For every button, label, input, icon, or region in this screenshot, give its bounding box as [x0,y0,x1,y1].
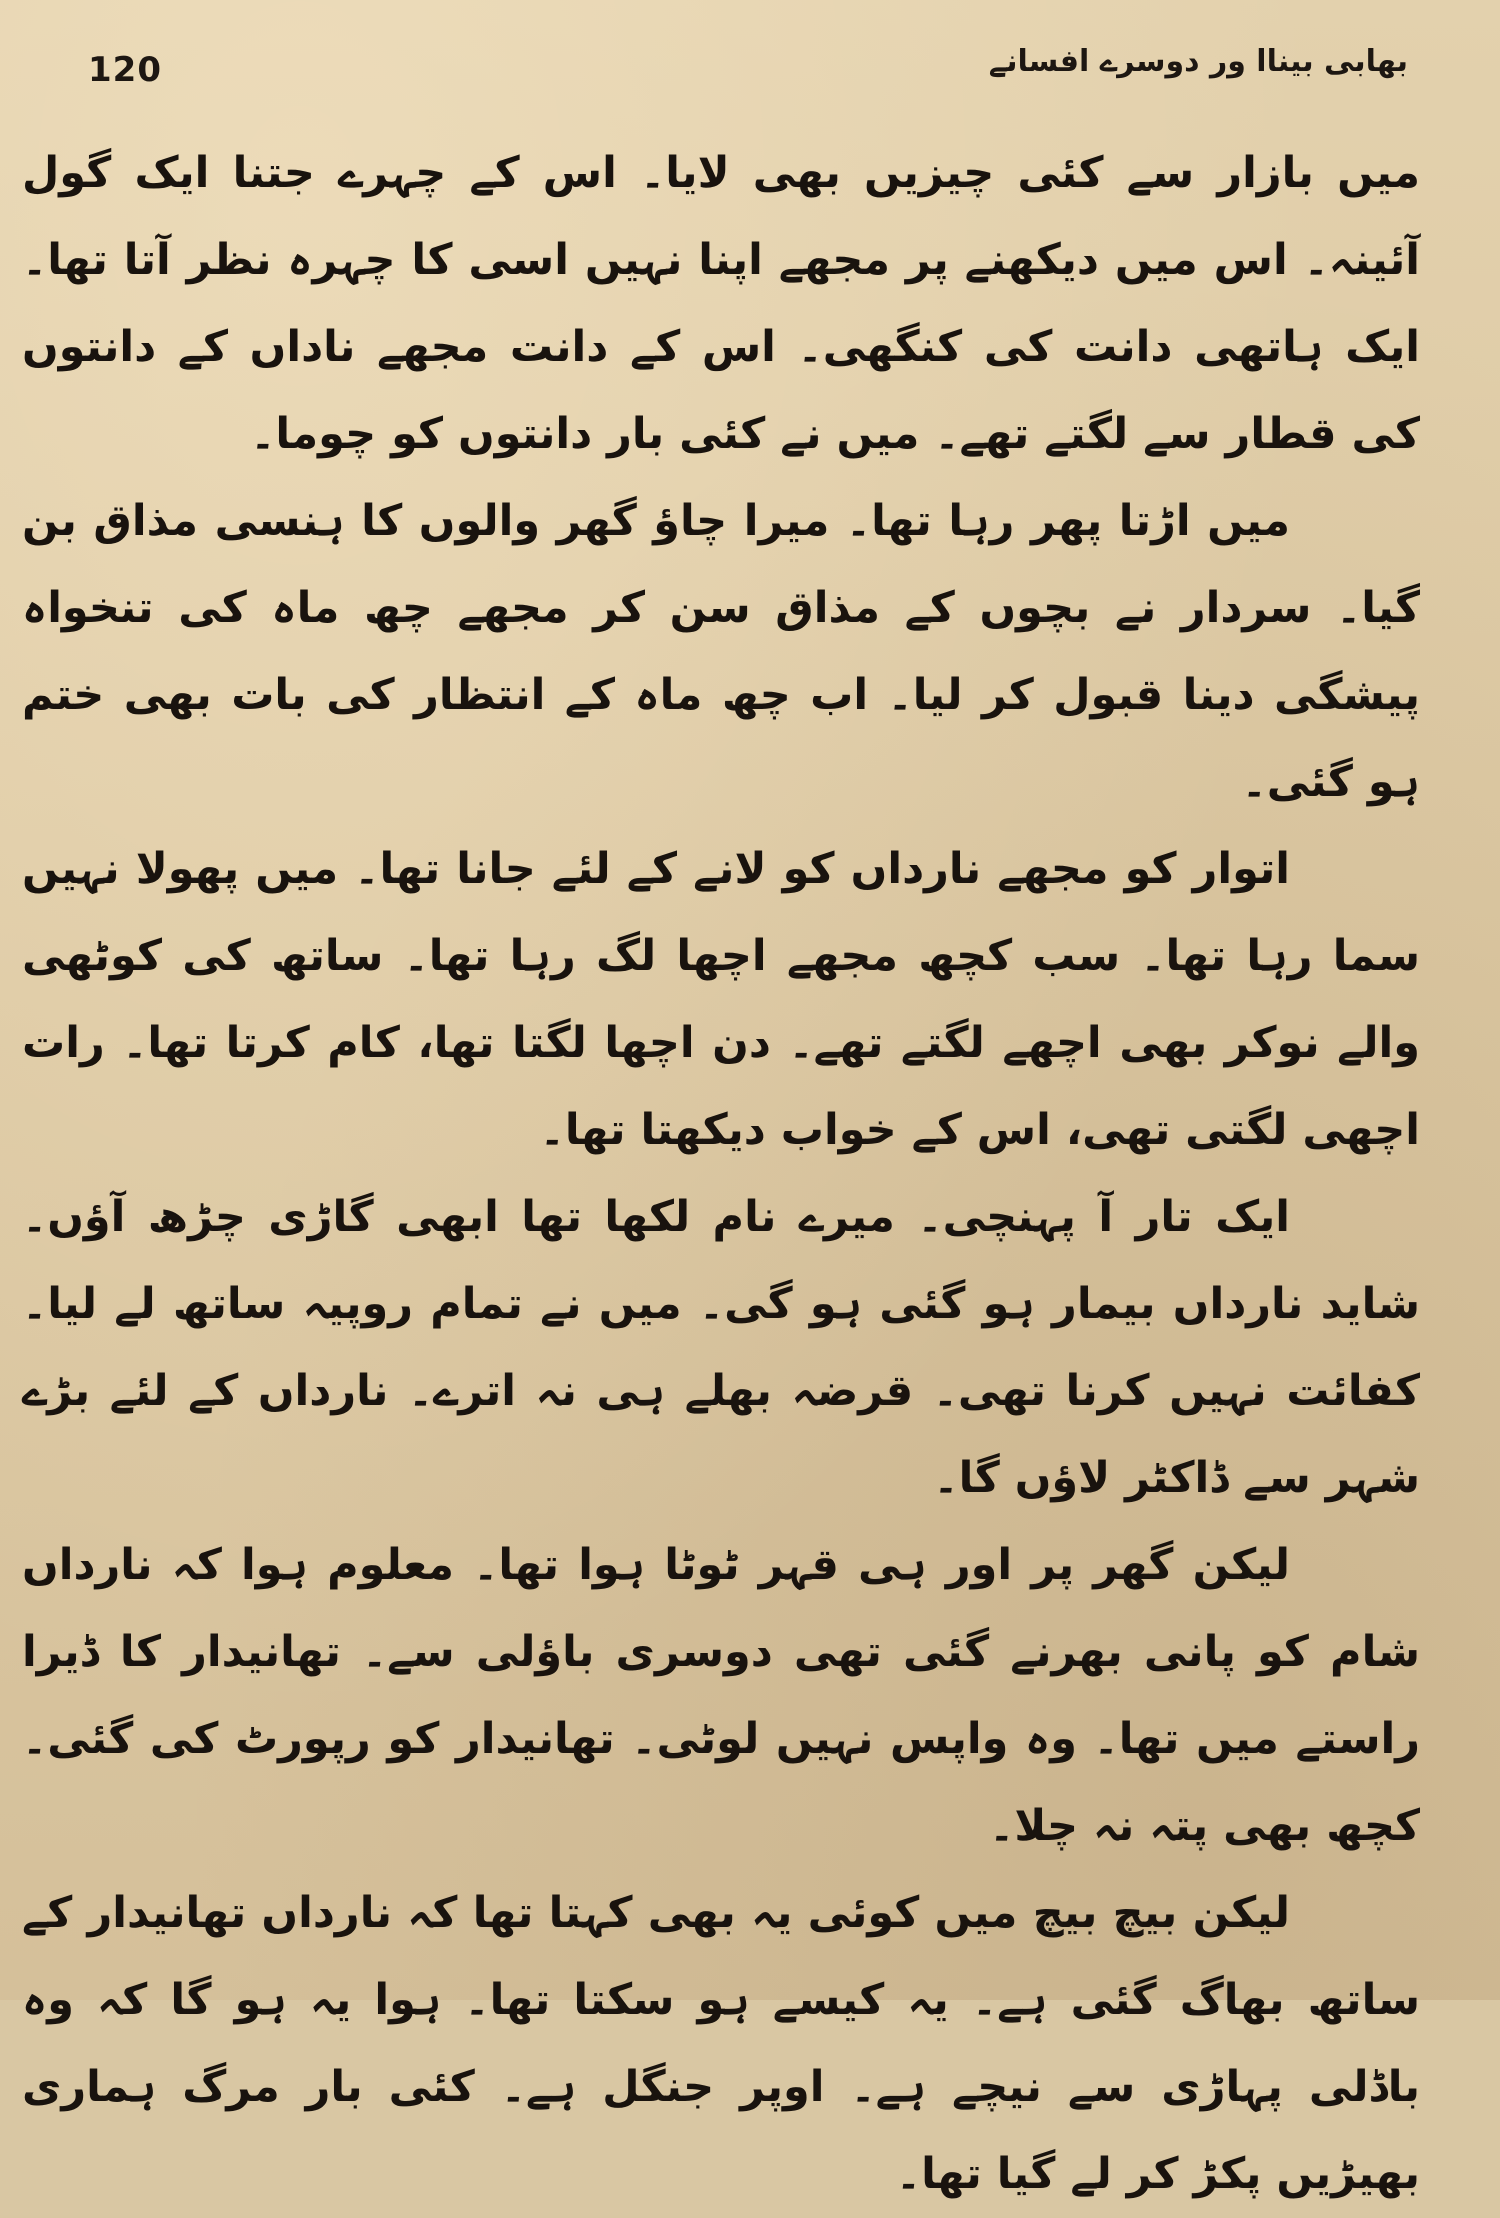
running-title: بھابی بیناا ور دوسرے افسانے [988,44,1408,79]
paragraph-6: لیکن بیچ بیچ میں کوئی یہ بھی کہتا تھا کہ نارداں تھانیدار کے ساتھ بھاگ گئی ہے۔ یہ کیسے ہو سکتا تھا۔ ہوا یہ ہو گا کہ وہ باڈلی پہاڑی سے نیچے ہے۔ اوپر جنگل ہے۔ کئی بار مرگ ہماری بھیڑیں پکڑ کر لے گیا تھا۔ [22,1888,1420,2199]
page-number: 120 [88,50,162,90]
paragraph-1: میں بازار سے کئی چیزیں بھی لایا۔ اس کے چہرے جتنا ایک گول آئینہ۔ اس میں دیکھنے پر مجھے اپنا نہیں اسی کا چہرہ نظر آتا تھا۔ ایک ہاتھی دانت کی کنگھی۔ اس کے دانت مجھے ناداں کے دانتوں کی قطار سے لگتے تھے۔ میں نے کئی بار دانتوں کو چوما۔ [22,148,1420,459]
paragraph-3: اتوار کو مجھے نارداں کو لانے کے لئے جانا تھا۔ میں پھولا نہیں سما رہا تھا۔ سب کچھ مجھے اچھا لگ رہا تھا۔ ساتھ کی کوٹھی والے نوکر بھی اچھے لگتے تھے۔ دن اچھا لگتا تھا، کام کرتا تھا۔ رات اچھی لگتی تھی، اس کے خواب دیکھتا تھا۔ [22,844,1420,1155]
paragraph-2: میں اڑتا پھر رہا تھا۔ میرا چاؤ گھر والوں کا ہنسی مذاق بن گیا۔ سردار نے بچوں کے مذاق سن کر مجھے چھ ماہ کی تنخواہ پیشگی دینا قبول کر لیا۔ اب چھ ماہ کے انتظار کی بات بھی ختم ہو گئی۔ [22,496,1420,807]
paragraph-4: ایک تار آ پہنچی۔ میرے نام لکھا تھا ابھی گاڑی چڑھ آؤں۔ شاید نارداں بیمار ہو گئی ہو گی۔ میں نے تمام روپیہ ساتھ لے لیا۔ کفائت نہیں کرنا تھی۔ قرضہ بھلے ہی نہ اترے۔ نارداں کے لئے بڑے شہر سے ڈاکٹر لاؤں گا۔ [22,1192,1420,1503]
body-text [22,130,1420,2218]
paragraph-5: لیکن گھر پر اور ہی قہر ٹوٹا ہوا تھا۔ معلوم ہوا کہ نارداں شام کو پانی بھرنے گئی تھی دوسری باؤلی سے۔ تھانیدار کا ڈیرا راستے میں تھا۔ وہ واپس نہیں لوٹی۔ تھانیدار کو رپورٹ کی گئی۔ کچھ بھی پتہ نہ چلا۔ [22,1540,1420,1851]
